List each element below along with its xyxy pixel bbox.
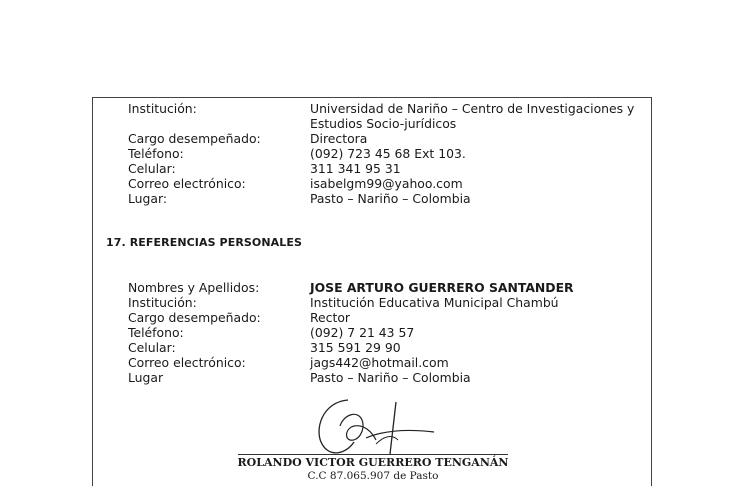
ref2-name-value: JOSE ARTURO GUERRERO SANTANDER bbox=[310, 280, 574, 295]
ref1-phone-label: Teléfono: bbox=[128, 146, 184, 161]
ref2-name-label: Nombres y Apellidos: bbox=[128, 280, 260, 295]
ref1-email-label: Correo electrónico: bbox=[128, 176, 246, 191]
ref1-email-value: isabelgm99@yahoo.com bbox=[310, 176, 463, 191]
ref1-institution-value-line1: Universidad de Nariño – Centro de Investigaciones y bbox=[310, 101, 635, 116]
ref1-institution-value-line2: Estudios Socio-jurídicos bbox=[310, 116, 457, 131]
ref1-position-value: Directora bbox=[310, 131, 368, 146]
section-title-personal-references: 17. REFERENCIAS PERSONALES bbox=[106, 236, 303, 249]
handwritten-signature bbox=[300, 392, 440, 462]
ref2-place-label: Lugar bbox=[128, 370, 164, 385]
ref1-mobile-value: 311 341 95 31 bbox=[310, 161, 401, 176]
ref1-place-value: Pasto – Nariño – Colombia bbox=[310, 191, 471, 206]
ref2-phone-label: Teléfono: bbox=[128, 325, 184, 340]
ref2-email-value: jags442@hotmail.com bbox=[310, 355, 449, 370]
ref2-position-value: Rector bbox=[310, 310, 351, 325]
ref2-mobile-value: 315 591 29 90 bbox=[310, 340, 401, 355]
ref2-mobile-label: Celular: bbox=[128, 340, 176, 355]
ref1-place-label: Lugar: bbox=[128, 191, 168, 206]
ref1-position-label: Cargo desempeñado: bbox=[128, 131, 261, 146]
ref2-institution-value: Institución Educativa Municipal Chambú bbox=[310, 295, 559, 310]
signer-name: ROLANDO VICTOR GUERRERO TENGANÁN bbox=[237, 456, 509, 469]
ref1-institution-label: Institución: bbox=[128, 101, 197, 116]
ref1-phone-value: (092) 723 45 68 Ext 103. bbox=[310, 146, 466, 161]
ref2-phone-value: (092) 7 21 43 57 bbox=[310, 325, 415, 340]
signature-line bbox=[238, 454, 508, 455]
signer-id-number: C.C 87.065.907 de Pasto bbox=[307, 470, 439, 482]
ref1-mobile-label: Celular: bbox=[128, 161, 176, 176]
ref2-email-label: Correo electrónico: bbox=[128, 355, 246, 370]
ref2-position-label: Cargo desempeñado: bbox=[128, 310, 261, 325]
ref2-institution-label: Institución: bbox=[128, 295, 197, 310]
ref2-place-value: Pasto – Nariño – Colombia bbox=[310, 370, 471, 385]
